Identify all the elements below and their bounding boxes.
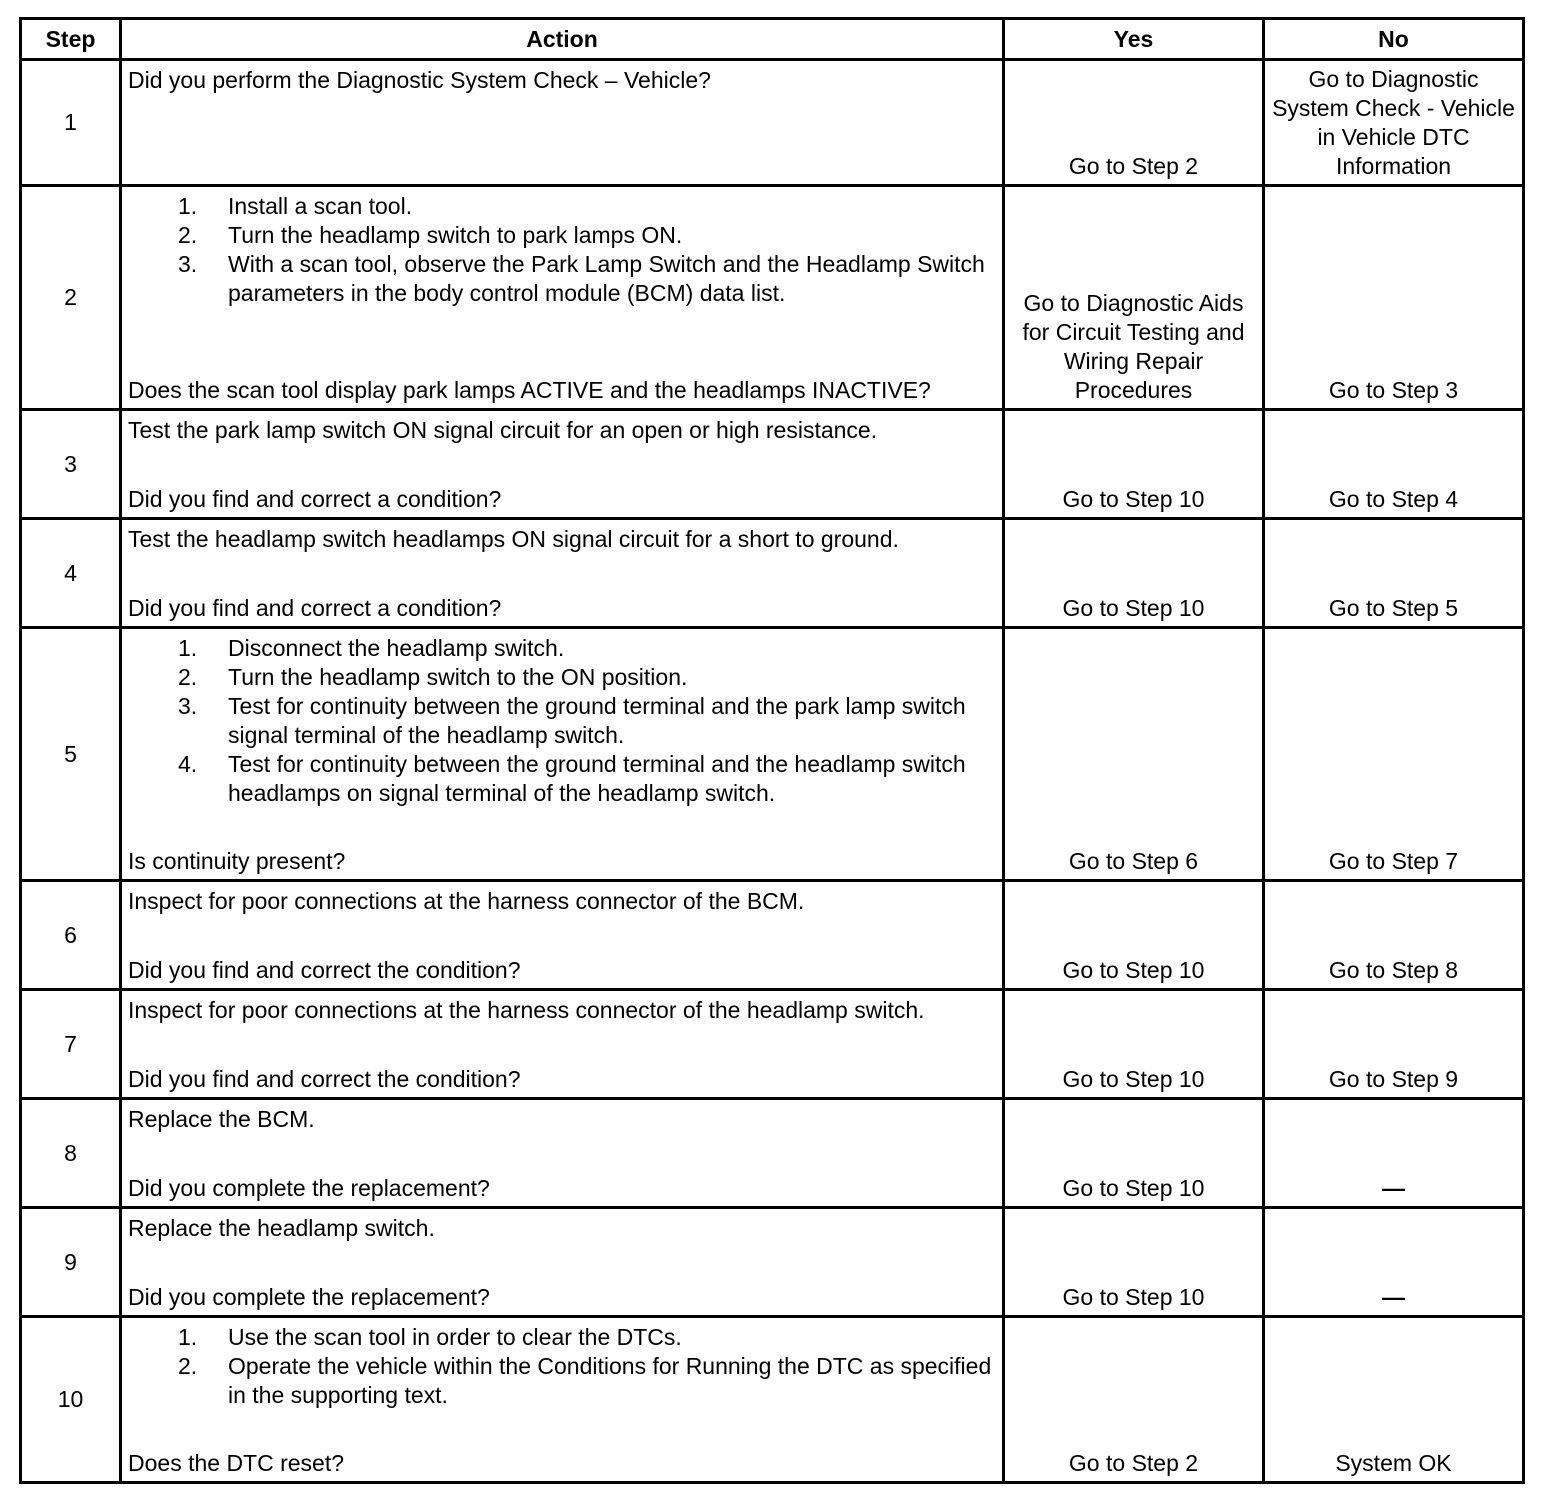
action-question: Did you complete the replacement? (128, 1175, 490, 1201)
no-result: Go to Step 5 (1264, 519, 1524, 628)
list-item-number: 3. (178, 693, 198, 719)
table-row (21, 519, 1524, 628)
list-item-number: 2. (178, 222, 198, 248)
list-item (128, 634, 996, 663)
action-statement: Did you perform the Diagnostic System Check – Vehicle? (128, 67, 711, 93)
yes-result: Go to Step 10 (1004, 519, 1264, 628)
action-question: Did you find and correct the condition? (128, 1066, 521, 1092)
action-cell (121, 519, 1004, 628)
yes-result: Go to Step 10 (1004, 881, 1264, 990)
action-statement: Replace the headlamp switch. (128, 1215, 435, 1241)
action-question: Did you find and correct the condition? (128, 957, 521, 983)
step-number: 8 (21, 1099, 121, 1208)
table-row (21, 410, 1524, 519)
step-number: 2 (21, 186, 121, 410)
list-item (128, 1352, 996, 1410)
table-row (21, 628, 1524, 881)
list-item-number: 2. (178, 1353, 198, 1379)
yes-result: Go to Step 10 (1004, 1208, 1264, 1317)
list-item-text: Use the scan tool in order to clear the DTCs. (228, 1324, 682, 1350)
list-item-number: 3. (178, 251, 198, 277)
table-row (21, 1317, 1524, 1483)
action-statement: Test the headlamp switch headlamps ON signal circuit for a short to ground. (128, 526, 899, 552)
yes-result: Go to Step 2 (1004, 1317, 1264, 1483)
header-row (21, 19, 1524, 60)
list-item (128, 663, 996, 692)
action-cell (121, 410, 1004, 519)
list-item (128, 1323, 996, 1352)
list-item-text: Disconnect the headlamp switch. (228, 635, 565, 661)
table-row (21, 186, 1524, 410)
action-steps-list (128, 192, 996, 308)
list-item (128, 221, 996, 250)
list-item-text: Test for continuity between the ground terminal and the headlamp switch headlamps on signal terminal of the headlamp switch. (228, 751, 966, 806)
action-cell (121, 1208, 1004, 1317)
list-item (128, 250, 996, 308)
action-steps-list (128, 1323, 996, 1410)
list-item-text: Operate the vehicle within the Conditions for Running the DTC as specified in the supporting text. (228, 1353, 992, 1408)
action-statement: Replace the BCM. (128, 1106, 315, 1132)
no-result: — (1264, 1099, 1524, 1208)
action-cell (121, 990, 1004, 1099)
table-row (21, 1208, 1524, 1317)
no-result: System OK (1264, 1317, 1524, 1483)
no-result: Go to Step 9 (1264, 990, 1524, 1099)
table-row (21, 990, 1524, 1099)
yes-result: Go to Step 10 (1004, 990, 1264, 1099)
diagnostic-table (19, 17, 1525, 1484)
action-steps-list (128, 634, 996, 808)
no-result: Go to Step 4 (1264, 410, 1524, 519)
step-number: 10 (21, 1317, 121, 1483)
table-row (21, 881, 1524, 990)
yes-result: Go to Step 6 (1004, 628, 1264, 881)
no-result: Go to Step 8 (1264, 881, 1524, 990)
action-statement: Test the park lamp switch ON signal circuit for an open or high resistance. (128, 417, 878, 443)
list-item-text: Test for continuity between the ground terminal and the park lamp switch signal terminal of the headlamp switch. (228, 693, 966, 748)
step-number: 4 (21, 519, 121, 628)
list-item-number: 1. (178, 635, 198, 661)
action-question: Did you complete the replacement? (128, 1284, 490, 1310)
list-item-text: With a scan tool, observe the Park Lamp Switch and the Headlamp Switch parameters in the body control module (BCM) data list. (228, 251, 985, 306)
list-item-number: 2. (178, 664, 198, 690)
action-cell (121, 628, 1004, 881)
step-number: 9 (21, 1208, 121, 1317)
no-result: Go to Diagnostic System Check - Vehicle in Vehicle DTC Information (1264, 60, 1524, 186)
header-yes: Yes (1004, 19, 1264, 60)
step-number: 6 (21, 881, 121, 990)
yes-result: Go to Step 2 (1004, 60, 1264, 186)
no-result: Go to Step 3 (1264, 186, 1524, 410)
action-statement: Inspect for poor connections at the harness connector of the headlamp switch. (128, 997, 925, 1023)
yes-result: Go to Diagnostic Aids for Circuit Testing and Wiring Repair Procedures (1004, 186, 1264, 410)
action-cell (121, 1099, 1004, 1208)
step-number: 1 (21, 60, 121, 186)
action-cell (121, 881, 1004, 990)
header-action: Action (121, 19, 1004, 60)
table-row (21, 60, 1524, 186)
yes-result: Go to Step 10 (1004, 410, 1264, 519)
step-number: 5 (21, 628, 121, 881)
list-item-text: Turn the headlamp switch to park lamps ON. (228, 222, 683, 248)
list-item-number: 4. (178, 751, 198, 777)
table-row (21, 1099, 1524, 1208)
header-step: Step (21, 19, 121, 60)
step-number: 3 (21, 410, 121, 519)
action-question: Does the DTC reset? (128, 1450, 345, 1476)
no-result: — (1264, 1208, 1524, 1317)
action-cell (121, 1317, 1004, 1483)
action-statement: Inspect for poor connections at the harness connector of the BCM. (128, 888, 805, 914)
action-cell (121, 60, 1004, 186)
yes-result: Go to Step 10 (1004, 1099, 1264, 1208)
action-question: Did you find and correct a condition? (128, 595, 502, 621)
list-item-text: Turn the headlamp switch to the ON position. (228, 664, 688, 690)
action-question: Did you find and correct a condition? (128, 486, 502, 512)
action-question: Is continuity present? (128, 848, 346, 874)
list-item (128, 692, 996, 750)
header-no: No (1264, 19, 1524, 60)
action-cell (121, 186, 1004, 410)
action-question: Does the scan tool display park lamps ACTIVE and the headlamps INACTIVE? (128, 377, 931, 403)
list-item (128, 192, 996, 221)
list-item (128, 750, 996, 808)
list-item-number: 1. (178, 1324, 198, 1350)
list-item-text: Install a scan tool. (228, 193, 413, 219)
list-item-number: 1. (178, 193, 198, 219)
step-number: 7 (21, 990, 121, 1099)
no-result: Go to Step 7 (1264, 628, 1524, 881)
